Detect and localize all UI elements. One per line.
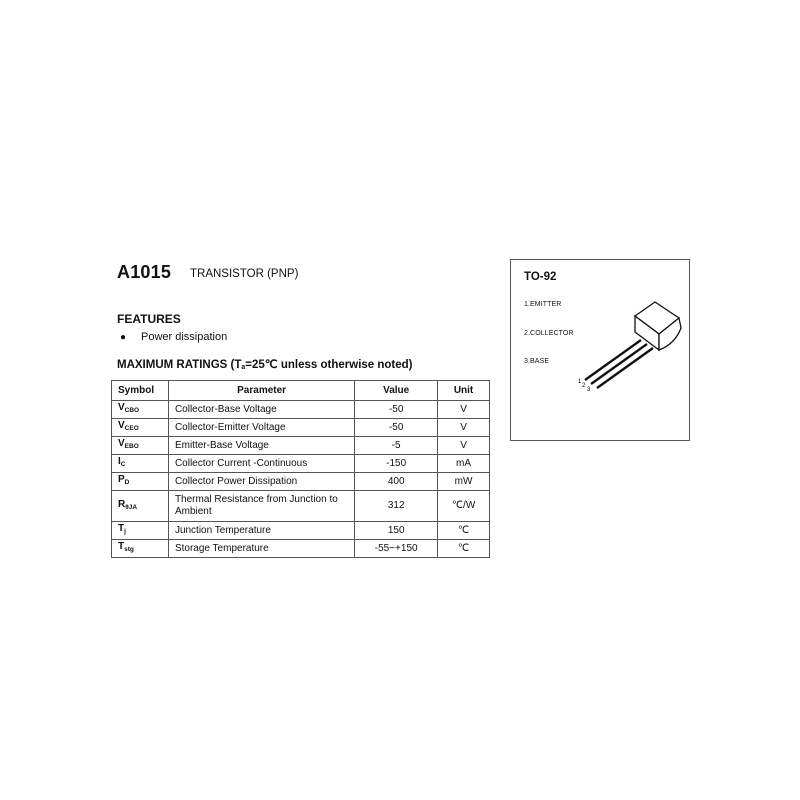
- parameter-cell: Storage Temperature: [168, 540, 354, 558]
- parameter-cell: Thermal Resistance from Junction to Ambient: [168, 491, 354, 522]
- symbol-cell: $T_{stg}$: [112, 540, 169, 558]
- value-cell: 150: [355, 522, 438, 540]
- lead-1: [585, 340, 641, 380]
- table-row: [112, 401, 490, 419]
- feature-item-text: Power dissipation: [141, 331, 228, 343]
- max-ratings-table: [111, 380, 490, 558]
- unit-cell: ℃: [438, 540, 490, 558]
- col-header-unit: Unit: [438, 381, 490, 401]
- part-number: A1015: [117, 262, 172, 282]
- value-cell: -55~+150: [355, 540, 438, 558]
- value-cell: -150: [355, 455, 438, 473]
- lead-3: [597, 348, 653, 388]
- package-name: TO-92: [524, 271, 557, 283]
- to92-package-icon: [571, 288, 691, 393]
- feature-item: [120, 331, 227, 343]
- symbol-cell: $V_{CEO}$: [112, 419, 169, 437]
- value-cell: -50: [355, 401, 438, 419]
- parameter-cell: Collector Current -Continuous: [168, 455, 354, 473]
- table-row: [112, 473, 490, 491]
- table-row: [112, 419, 490, 437]
- col-header-symbol: Symbol: [112, 381, 169, 401]
- parameter-cell: Collector-Base Voltage: [168, 401, 354, 419]
- unit-cell: mA: [438, 455, 490, 473]
- ratings-title-suffix: =25℃ unless otherwise noted): [245, 359, 413, 371]
- max-ratings-title: [117, 357, 413, 371]
- symbol-cell: $I_C$: [112, 455, 169, 473]
- parameter-cell: Collector Power Dissipation: [168, 473, 354, 491]
- part-type: TRANSISTOR (PNP): [190, 268, 299, 280]
- bullet-icon: ●: [120, 332, 127, 343]
- ratings-title-prefix: MAXIMUM RATINGS (T: [117, 359, 242, 371]
- table-row: [112, 455, 490, 473]
- lead-2: [591, 344, 647, 384]
- value-cell: -5: [355, 437, 438, 455]
- symbol-cell: $R_{\theta JA}$: [112, 491, 169, 522]
- pin-label-emitter: 1.EMITTER: [524, 301, 562, 308]
- table-header-row: [112, 381, 490, 401]
- unit-cell: V: [438, 437, 490, 455]
- ratings-title-sub: a: [241, 364, 246, 371]
- unit-cell: V: [438, 419, 490, 437]
- table-row: [112, 522, 490, 540]
- symbol-cell: $T_j$: [112, 522, 169, 540]
- value-cell: 400: [355, 473, 438, 491]
- col-header-parameter: Parameter: [168, 381, 354, 401]
- parameter-cell: Collector-Emitter Voltage: [168, 419, 354, 437]
- parameter-cell: Emitter-Base Voltage: [168, 437, 354, 455]
- symbol-cell: $V_{CBO}$: [112, 401, 169, 419]
- features-title: FEATURES: [117, 312, 181, 326]
- table-row: [112, 491, 490, 522]
- unit-cell: mW: [438, 473, 490, 491]
- table-row: [112, 437, 490, 455]
- pin-number-1: 1: [578, 379, 582, 385]
- unit-cell: ℃: [438, 522, 490, 540]
- pin-number-3: 3: [587, 387, 591, 393]
- package-box: [510, 259, 690, 441]
- pin-number-2: 2: [582, 383, 586, 389]
- symbol-cell: $V_{EBO}$: [112, 437, 169, 455]
- value-cell: 312: [355, 491, 438, 522]
- table-row: [112, 540, 490, 558]
- unit-cell: V: [438, 401, 490, 419]
- value-cell: -50: [355, 419, 438, 437]
- pin-label-collector: 2.COLLECTOR: [524, 330, 574, 337]
- unit-cell: ℃/W: [438, 491, 490, 522]
- pin-label-base: 3.BASE: [524, 358, 550, 365]
- parameter-cell: Junction Temperature: [168, 522, 354, 540]
- col-header-value: Value: [355, 381, 438, 401]
- symbol-cell: $P_D$: [112, 473, 169, 491]
